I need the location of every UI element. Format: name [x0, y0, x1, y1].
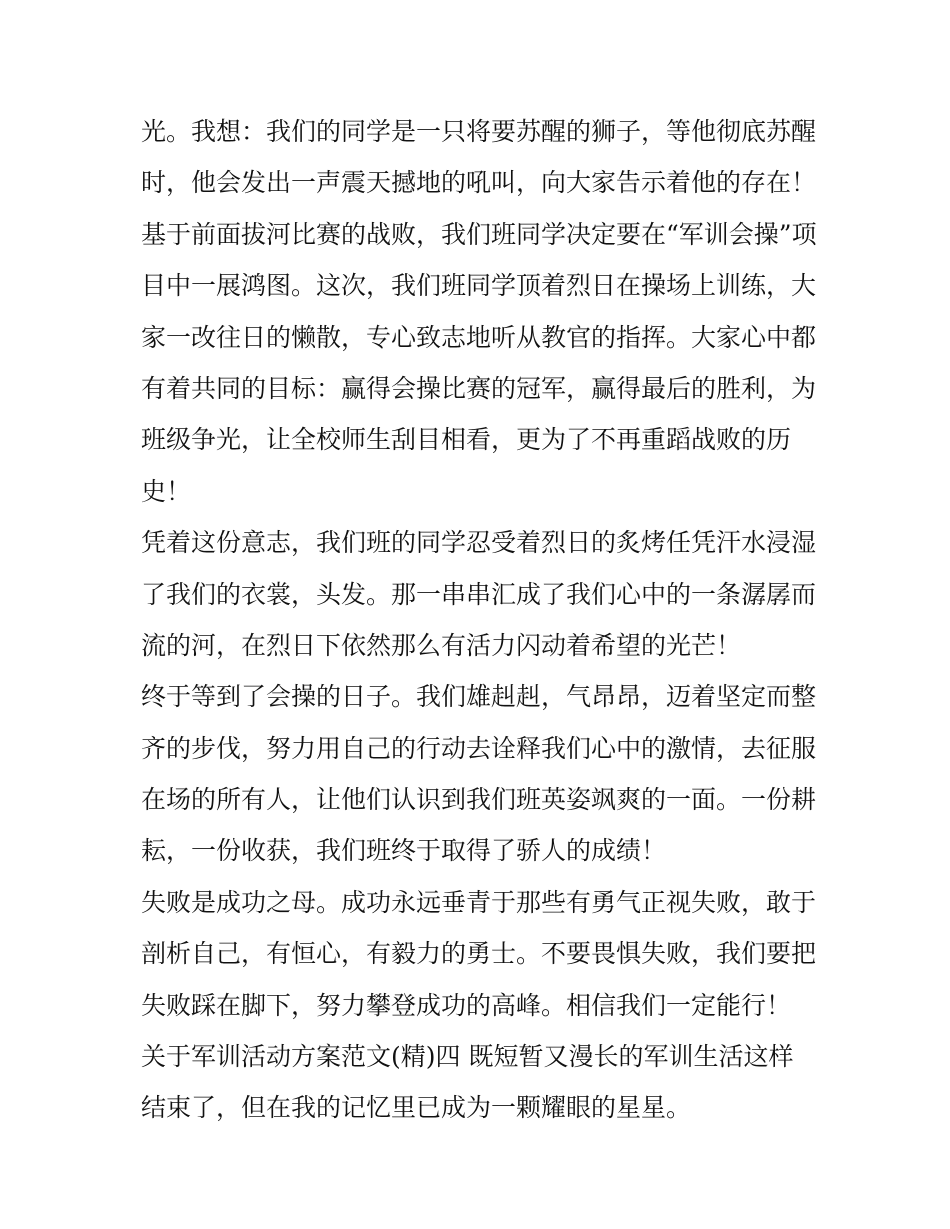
text-line: 基于前面拔河比赛的战败，我们班同学决定要在“军训会操”项 — [141, 219, 817, 249]
text-line: 目中一展鸿图。这次，我们班同学顶着烈日在操场上训练，大 — [141, 271, 817, 301]
text-line: 关于军训活动方案范文(精)四 既短暂又漫长的军训生活这样 — [141, 1042, 794, 1072]
text-line: 班级争光，让全校师生刮目相看，更为了不再重蹈战败的历 — [141, 425, 792, 455]
text-line: 耘，一份收获，我们班终于取得了骄人的成绩！ — [141, 836, 667, 866]
body-text — [141, 106, 821, 1134]
text-line: 剖析自己，有恒心，有毅力的勇士。不要畏惧失败，我们要把 — [141, 939, 817, 969]
text-line: 结束了，但在我的记忆里已成为一颗耀眼的星星。 — [141, 1093, 692, 1123]
text-line: 失败踩在脚下，努力攀登成功的高峰。相信我们一定能行！ — [141, 990, 792, 1020]
text-line: 在场的所有人，让他们认识到我们班英姿飒爽的一面。一份耕 — [141, 785, 817, 815]
text-line: 有着共同的目标：赢得会操比赛的冠军，赢得最后的胜利，为 — [141, 373, 817, 403]
text-line: 光。我想：我们的同学是一只将要苏醒的狮子，等他彻底苏醒 — [141, 117, 817, 146]
text-line: 时，他会发出一声震天撼地的吼叫，向大家告示着他的存在！ — [141, 168, 817, 198]
text-line: 失败是成功之母。成功永远垂青于那些有勇气正视失败，敢于 — [141, 887, 817, 917]
text-line: 流的河，在烈日下依然那么有活力闪动着希望的光芒！ — [141, 630, 742, 660]
text-line: 了我们的衣裳，头发。那一串串汇成了我们心中的一条潺孱而 — [141, 579, 817, 609]
text-line: 凭着这份意志，我们班的同学忍受着烈日的炙烤任凭汗水浸湿 — [141, 528, 817, 558]
text-line: 史！ — [141, 476, 192, 506]
text-line: 家一改往日的懒散，专心致志地听从教官的指挥。大家心中都 — [141, 322, 817, 352]
text-line: 齐的步伐，努力用自己的行动去诠释我们心中的激情，去征服 — [141, 733, 817, 763]
text-line: 终于等到了会操的日子。我们雄赳赳，气昂昂，迈着坚定而整 — [141, 682, 817, 712]
